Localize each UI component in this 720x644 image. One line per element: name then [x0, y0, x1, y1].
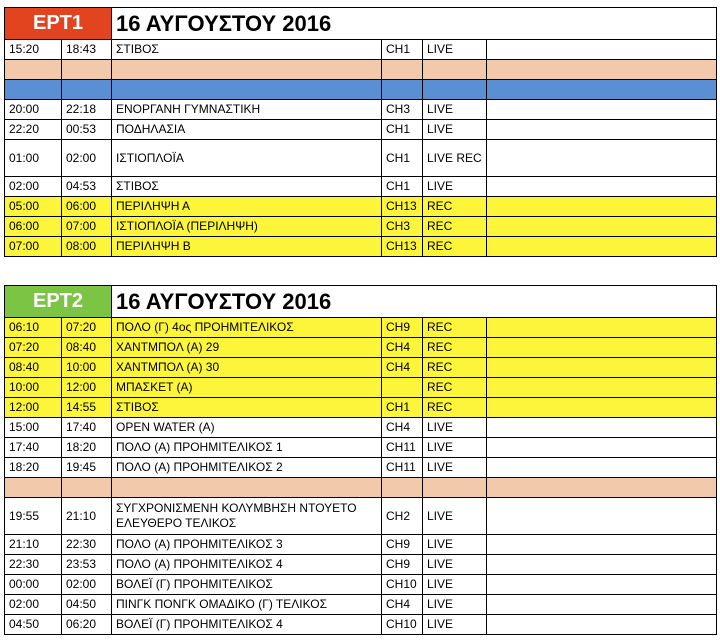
event-cell: ΠΟΛΟ (Α) ΠΡΟΗΜΙΤΕΛΙΚΟΣ 4 [112, 555, 382, 575]
schedule-row [5, 100, 717, 120]
channel-cell: CH9 [382, 555, 423, 575]
event-cell: ΠΟΛΟ (Α) ΠΡΟΗΜΙΤΕΛΙΚΟΣ 2 [112, 458, 382, 478]
notes-cell [487, 197, 717, 217]
start-time-cell: 04:50 [5, 615, 62, 635]
notes-cell [487, 478, 717, 498]
status-cell: LIVE [423, 615, 487, 635]
schedule-row [5, 615, 717, 635]
schedule-row [5, 217, 717, 237]
status-cell: LIVE [423, 458, 487, 478]
schedule-row [5, 60, 717, 80]
schedule-row [5, 237, 717, 257]
event-cell: ΠΟΛΟ (Α) ΠΡΟΗΜΙΤΕΛΙΚΟΣ 1 [112, 438, 382, 458]
start-time-cell: 20:00 [5, 100, 62, 120]
status-cell: LIVE [423, 555, 487, 575]
notes-cell [487, 535, 717, 555]
end-time-cell [62, 478, 112, 498]
status-cell: LIVE [423, 575, 487, 595]
schedule-row [5, 535, 717, 555]
start-time-cell [5, 478, 62, 498]
channel-cell: CH2 [382, 498, 423, 535]
channel-cell [382, 378, 423, 398]
end-time-cell: 14:55 [62, 398, 112, 418]
notes-cell [487, 615, 717, 635]
status-cell: LIVE [423, 177, 487, 197]
event-cell: ΙΣΤΙΟΠΛΟΪΑ (ΠΕΡΙΛΗΨΗ) [112, 217, 382, 237]
start-time-cell: 01:00 [5, 140, 62, 177]
schedule-row [5, 478, 717, 498]
schedule-row [5, 177, 717, 197]
schedule-row [5, 438, 717, 458]
ept1-table [4, 7, 717, 257]
end-time-cell: 08:00 [62, 237, 112, 257]
status-cell: REC [423, 398, 487, 418]
notes-cell [487, 458, 717, 478]
notes-cell [487, 177, 717, 197]
end-time-cell: 02:00 [62, 575, 112, 595]
start-time-cell: 22:30 [5, 555, 62, 575]
end-time-cell: 07:00 [62, 217, 112, 237]
schedule-row [5, 140, 717, 177]
end-time-cell: 07:20 [62, 318, 112, 338]
schedule-row [5, 555, 717, 575]
notes-cell [487, 217, 717, 237]
status-cell: REC [423, 338, 487, 358]
start-time-cell: 17:40 [5, 438, 62, 458]
status-cell: REC [423, 318, 487, 338]
channel-cell: CH4 [382, 358, 423, 378]
status-cell: LIVE [423, 120, 487, 140]
schedule-row [5, 595, 717, 615]
channel-cell: CH3 [382, 100, 423, 120]
notes-cell [487, 418, 717, 438]
ept2-schedule [4, 285, 716, 635]
schedule-row [5, 80, 717, 100]
event-cell [112, 478, 382, 498]
end-time-cell: 21:10 [62, 498, 112, 535]
start-time-cell [5, 60, 62, 80]
start-time-cell: 10:00 [5, 378, 62, 398]
start-time-cell: 19:55 [5, 498, 62, 535]
channel-cell: CH11 [382, 438, 423, 458]
start-time-cell: 02:00 [5, 177, 62, 197]
end-time-cell: 04:50 [62, 595, 112, 615]
status-cell: LIVE [423, 100, 487, 120]
end-time-cell: 06:00 [62, 197, 112, 217]
end-time-cell: 22:18 [62, 100, 112, 120]
event-cell: ΜΠΑΣΚΕΤ (Α) [112, 378, 382, 398]
notes-cell [487, 120, 717, 140]
event-cell [112, 60, 382, 80]
event-cell: ΠΟΔΗΛΑΣΙΑ [112, 120, 382, 140]
ept2-rows [5, 318, 717, 635]
schedule-row [5, 398, 717, 418]
notes-cell [487, 318, 717, 338]
ept2-table [4, 285, 717, 635]
status-cell [423, 60, 487, 80]
channel-cell: CH10 [382, 615, 423, 635]
channel-cell: CH9 [382, 535, 423, 555]
event-cell: ΠΟΛΟ (Α) ΠΡΟΗΜΙΤΕΛΙΚΟΣ 3 [112, 535, 382, 555]
ept2-date-title: 16 ΑΥΓΟΥΣΤΟΥ 2016 [112, 286, 717, 318]
event-cell: ΠΕΡΙΛΗΨΗ Α [112, 197, 382, 217]
status-cell: REC [423, 237, 487, 257]
notes-cell [487, 140, 717, 177]
schedule-row [5, 358, 717, 378]
channel-cell: CH1 [382, 177, 423, 197]
end-time-cell: 06:20 [62, 615, 112, 635]
status-cell [423, 478, 487, 498]
start-time-cell: 07:00 [5, 237, 62, 257]
notes-cell [487, 378, 717, 398]
end-time-cell: 18:20 [62, 438, 112, 458]
event-cell: ΣΤΙΒΟΣ [112, 40, 382, 60]
event-cell: ΠΙΝΓΚ ΠΟΝΓΚ ΟΜΑΔΙΚΟ (Γ) ΤΕΛΙΚΟΣ [112, 595, 382, 615]
ept1-date-title: 16 ΑΥΓΟΥΣΤΟΥ 2016 [112, 8, 717, 40]
start-time-cell: 07:20 [5, 338, 62, 358]
ept1-channel-badge: EPT1 [5, 8, 112, 40]
start-time-cell: 15:20 [5, 40, 62, 60]
notes-cell [487, 575, 717, 595]
end-time-cell: 22:30 [62, 535, 112, 555]
notes-cell [487, 398, 717, 418]
status-cell: LIVE [423, 535, 487, 555]
event-cell: ΣΥΓΧΡΟΝΙΣΜΕΝΗ ΚΟΛΥΜΒΗΣΗ ΝΤΟΥΕΤΟ ΕΛΕΥΘΕΡΟ ΤΕΛΙΚΟΣ [112, 498, 382, 535]
event-cell: ΧΑΝΤΜΠΟΛ (Α) 30 [112, 358, 382, 378]
status-cell: REC [423, 217, 487, 237]
channel-cell [382, 80, 423, 100]
start-time-cell: 22:20 [5, 120, 62, 140]
start-time-cell [5, 80, 62, 100]
status-cell: REC [423, 378, 487, 398]
start-time-cell: 12:00 [5, 398, 62, 418]
end-time-cell: 18:43 [62, 40, 112, 60]
end-time-cell: 04:53 [62, 177, 112, 197]
channel-cell: CH1 [382, 398, 423, 418]
notes-cell [487, 338, 717, 358]
event-cell: ΕΝΟΡΓΑΝΗ ΓΥΜΝΑΣΤΙΚΗ [112, 100, 382, 120]
start-time-cell: 00:00 [5, 575, 62, 595]
channel-cell: CH11 [382, 458, 423, 478]
schedule-row [5, 418, 717, 438]
status-cell: LIVE [423, 595, 487, 615]
channel-cell: CH3 [382, 217, 423, 237]
end-time-cell: 23:53 [62, 555, 112, 575]
notes-cell [487, 100, 717, 120]
channel-cell [382, 478, 423, 498]
end-time-cell [62, 80, 112, 100]
event-cell: OPEN WATER (A) [112, 418, 382, 438]
event-cell: ΧΑΝΤΜΠΟΛ (Α) 29 [112, 338, 382, 358]
notes-cell [487, 40, 717, 60]
schedule-row [5, 338, 717, 358]
status-cell: LIVE REC [423, 140, 487, 177]
start-time-cell: 18:20 [5, 458, 62, 478]
schedule-row [5, 40, 717, 60]
channel-cell: CH1 [382, 40, 423, 60]
event-cell: ΙΣΤΙΟΠΛΟΪΑ [112, 140, 382, 177]
event-cell: ΒΟΛΕΪ (Γ) ΠΡΟΗΜΙΤΕΛΙΚΟΣ [112, 575, 382, 595]
end-time-cell: 02:00 [62, 140, 112, 177]
notes-cell [487, 358, 717, 378]
channel-cell: CH1 [382, 120, 423, 140]
status-cell: REC [423, 197, 487, 217]
event-cell: ΠΟΛΟ (Γ) 4ος ΠΡΟΗΜΙΤΕΛΙΚΟΣ [112, 318, 382, 338]
event-cell: ΣΤΙΒΟΣ [112, 398, 382, 418]
notes-cell [487, 595, 717, 615]
ept1-schedule [4, 7, 716, 257]
channel-cell: CH13 [382, 237, 423, 257]
channel-cell: CH4 [382, 338, 423, 358]
status-cell: LIVE [423, 498, 487, 535]
status-cell: LIVE [423, 438, 487, 458]
end-time-cell [62, 60, 112, 80]
status-cell [423, 80, 487, 100]
event-cell: ΠΕΡΙΛΗΨΗ Β [112, 237, 382, 257]
event-cell [112, 80, 382, 100]
end-time-cell: 17:40 [62, 418, 112, 438]
schedule-row [5, 575, 717, 595]
notes-cell [487, 438, 717, 458]
notes-cell [487, 498, 717, 535]
channel-cell: CH4 [382, 595, 423, 615]
start-time-cell: 08:40 [5, 358, 62, 378]
schedule-row [5, 498, 717, 535]
event-cell: ΣΤΙΒΟΣ [112, 177, 382, 197]
notes-cell [487, 80, 717, 100]
schedule-row [5, 458, 717, 478]
notes-cell [487, 555, 717, 575]
start-time-cell: 15:00 [5, 418, 62, 438]
start-time-cell: 21:10 [5, 535, 62, 555]
end-time-cell: 08:40 [62, 338, 112, 358]
schedule-row [5, 378, 717, 398]
ept2-channel-badge: EPT2 [5, 286, 112, 318]
ept1-rows [5, 40, 717, 257]
channel-cell [382, 60, 423, 80]
channel-cell: CH9 [382, 318, 423, 338]
channel-cell: CH1 [382, 140, 423, 177]
start-time-cell: 06:10 [5, 318, 62, 338]
channel-cell: CH4 [382, 418, 423, 438]
channel-cell: CH10 [382, 575, 423, 595]
start-time-cell: 05:00 [5, 197, 62, 217]
schedule-row [5, 197, 717, 217]
status-cell: REC [423, 358, 487, 378]
end-time-cell: 19:45 [62, 458, 112, 478]
status-cell: LIVE [423, 40, 487, 60]
start-time-cell: 06:00 [5, 217, 62, 237]
end-time-cell: 00:53 [62, 120, 112, 140]
schedule-row [5, 318, 717, 338]
schedule-row [5, 120, 717, 140]
end-time-cell: 12:00 [62, 378, 112, 398]
event-cell: ΒΟΛΕΪ (Γ) ΠΡΟΗΜΙΤΕΛΙΚΟΣ 4 [112, 615, 382, 635]
notes-cell [487, 237, 717, 257]
end-time-cell: 10:00 [62, 358, 112, 378]
start-time-cell: 02:00 [5, 595, 62, 615]
channel-cell: CH13 [382, 197, 423, 217]
notes-cell [487, 60, 717, 80]
status-cell: LIVE [423, 418, 487, 438]
